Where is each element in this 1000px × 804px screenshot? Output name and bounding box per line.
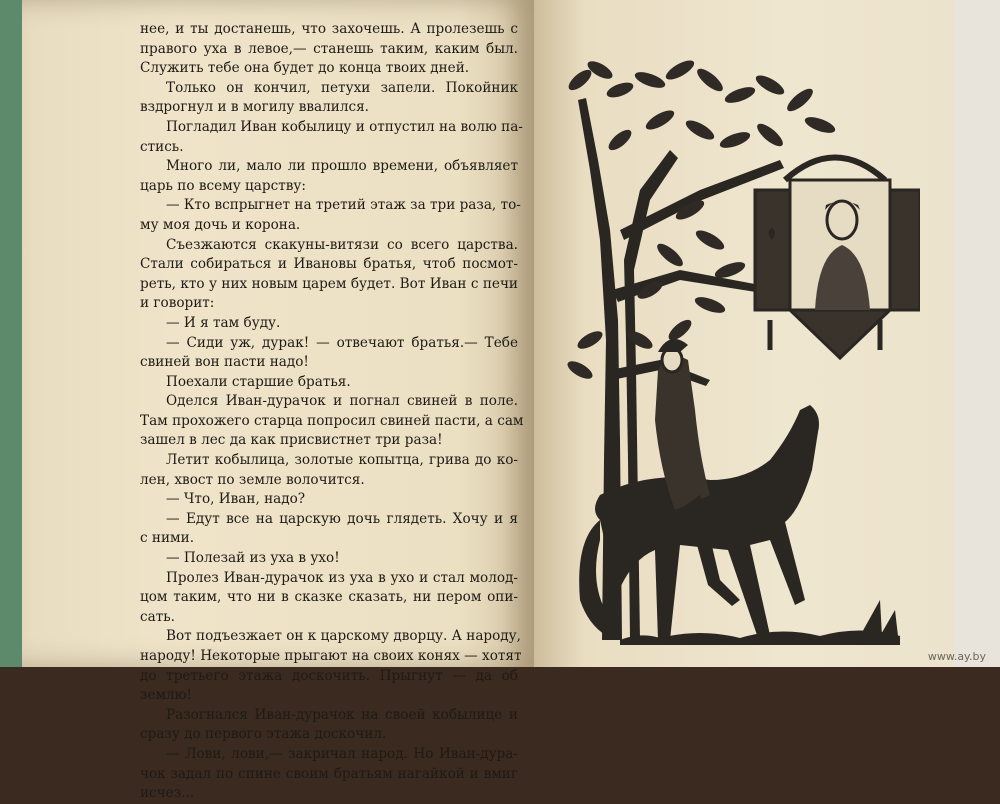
text-line: му моя дочь и корона. [140,216,301,233]
text-line: Разогнался Иван-дурачок на своей кобылице и [166,706,518,723]
text-line: нее, и ты достанешь, что захочешь. А пролезешь с [140,21,518,37]
text-line: реть, кто у них новым царем будет. Вот Иван с печи [140,275,518,292]
text-line: Только он кончил, петухи запели. Покойник [166,79,518,96]
text-line: и говорит: [140,295,215,312]
text-line: Поехали старшие братья. [166,373,351,390]
text-line: зашел в лес да как присвистнет три раза! [140,432,443,449]
text-line: Пролез Иван-дурачок из уха в ухо и стал молод- [166,569,518,586]
text-line: Много ли, мало ли прошло времени, объявляет [166,158,518,175]
text-line: — Что, Иван, надо? [166,491,306,508]
watermark: www.ay.by [927,650,986,663]
text-line: — Лови, лови,— закричал народ. Но Иван-дура- [166,745,518,762]
text-line: Служить тебе она будет до конца твоих дней. [140,60,470,77]
text-line: сать. [140,608,175,625]
text-line: лен, хвост по земле волочится. [140,471,365,488]
page-text-block [140,20,524,804]
text-line: чок задал по спине своим братьям нагайкой и вмиг [140,765,518,782]
text-line: с ними. [140,530,195,547]
text-line: цом таким, что ни в сказке сказать, ни пером опи- [140,589,518,606]
text-line: стись. [140,138,184,155]
text-line: Там прохожего старца попросил свиней пасти, а сам [140,412,524,429]
text-line: Погладил Иван кобылицу и отпустил на волю па- [166,118,523,135]
text-line: Летит кобылица, золотые копытца, грива до ко- [166,452,518,469]
text-line: землю! [140,687,192,704]
text-line: — Едут все на царскую дочь глядеть. Хочу и я [166,510,518,527]
woodcut-illustration [560,40,920,650]
left-page [22,0,534,802]
text-line: Вот подъезжает он к царскому дворцу. А народу, [166,628,521,645]
text-line: — И я там буду. [166,314,281,331]
text-line: до третьего этажа доскочить. Прыгнут — да об [140,667,518,684]
text-line: — Кто вспрыгнет на третий этаж за три раза, то- [166,197,521,214]
text-line: — Сиди уж, дурак! — отвечают братья.— Тебе [166,334,518,351]
text-line: Оделся Иван-дурачок и погнал свиней в поле. [166,393,518,410]
text-line: царь по всему царству: [140,177,306,194]
text-line: свиней вон пасти надо! [140,354,309,371]
text-line: Стали собираться и Ивановы братья, чтоб посмот- [140,256,518,273]
text-line: сразу до первого этажа доскочил. [140,726,387,743]
text-line: правого уха в левое,— станешь таким, каким был. [140,40,518,57]
text-line: Съезжаются скакуны-витязи со всего царства. [166,236,518,253]
text-line: исчез... [140,785,195,802]
text-line: — Полезай из уха в ухо! [166,550,340,567]
text-line: народу! Некоторые прыгают на своих конях — хотят [140,648,522,664]
text-line: вздрогнул и в могилу ввалился. [140,99,369,116]
